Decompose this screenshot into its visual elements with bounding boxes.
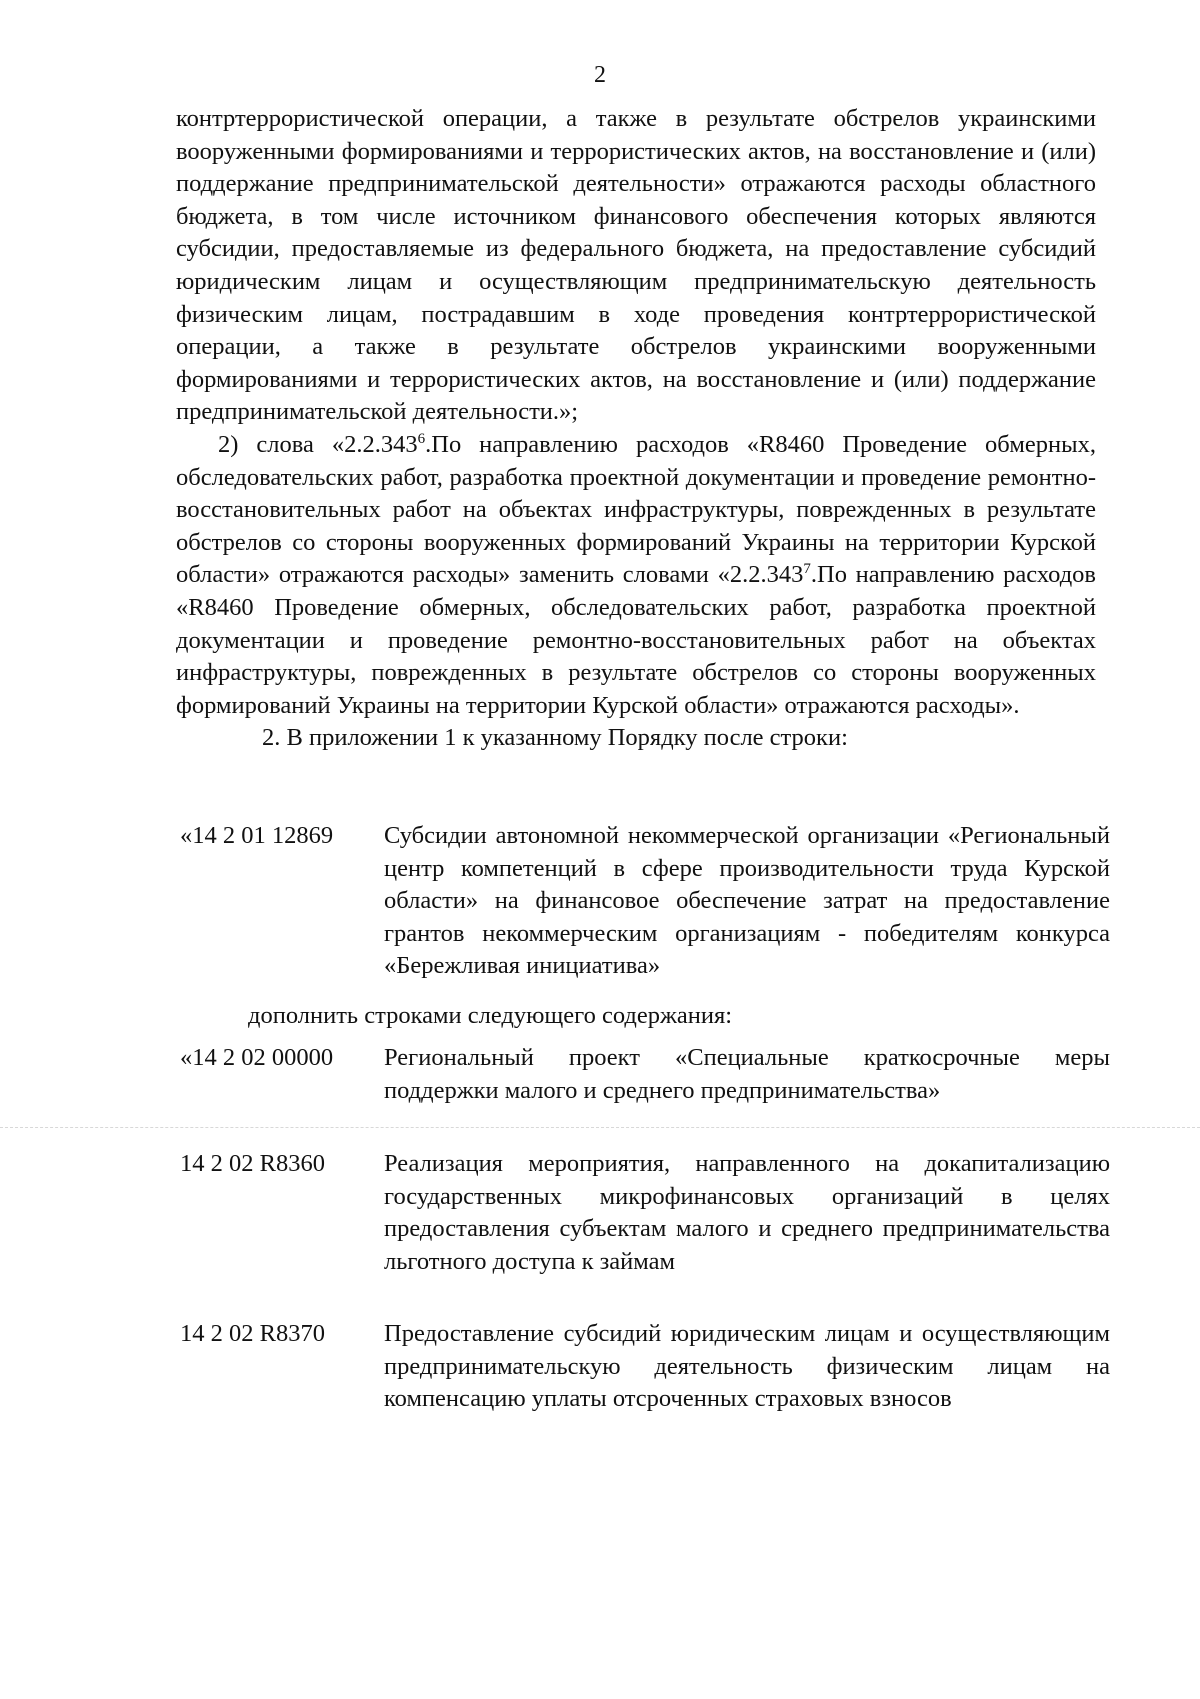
superscript-6: 6 xyxy=(417,430,426,447)
budget-code: 14 2 02 R8360 xyxy=(180,1150,325,1177)
page-number: 2 xyxy=(594,62,606,88)
paragraph-item-2-text-c: .По направлению расходов «R8460 Проведение обмерных, обследовательских работ, разработка проектной документации и проведение ремонтно-восстановительных работ на объектах инфраструктуры, поврежденных в результате обстрелов со стороны вооруженных формирований Украины на территории Курской области» отражаются расходы». xyxy=(176,561,1096,719)
budget-description: Региональный проект «Специальные краткосрочные меры поддержки малого и среднего предпринимательства» xyxy=(384,1044,1110,1104)
budget-description: Субсидии автономной некоммерческой организации «Региональный центр компетенций в сфере производительности труда Курской области» на финансовое обеспечение затрат на предоставление грантов некоммерческим организациям - победителям конкурса «Бережливая инициатива» xyxy=(384,822,1110,980)
table-row xyxy=(180,820,1110,983)
superscript-7: 7 xyxy=(803,561,811,578)
add-rows-instruction: дополнить строками следующего содержания: xyxy=(248,1002,733,1029)
table-row xyxy=(180,1148,1110,1278)
paragraph-item-2 xyxy=(176,429,1096,722)
paragraph-section-2: 2. В приложении 1 к указанному Порядку после строки: xyxy=(262,724,848,752)
budget-code: «14 2 01 12869 xyxy=(180,822,334,849)
budget-code: 14 2 02 R8370 xyxy=(180,1320,325,1347)
paragraph-continuation: контртеррористической операции, а также в результате обстрелов украинскими вооруженными формированиями и террористических актов, на восстановление и (или) поддержание предпринимательской деятельности» отражаются расходы областного бюджета, в том числе источником финансового обеспечения которых являются субсидии, предоставляемые из федерального бюджета, на предоставление субсидий юридическим лицам и осуществляющим предпринимательскую деятельность физическим лицам, пострадавшим в ходе проведения контртеррористической операции, а также в результате обстрелов украинскими вооруженными формированиями и террористических актов, на восстановление и (или) поддержание предпринимательской деятельности.»; xyxy=(176,105,1096,426)
budget-description: Предоставление субсидий юридическим лицам и осуществляющим предпринимательскую деятельность физическим лицам на компенсацию уплаты отсроченных страховых взносов xyxy=(384,1320,1110,1413)
document-body xyxy=(176,103,1096,755)
table-row xyxy=(180,1318,1110,1416)
paragraph-item-2-text-b: .По направлению расходов «R8460 Проведение обмерных, обследовательских работ, разработка проектной документации и проведение ремонтно-восстановительных работ на объектах инфраструктуры, поврежденных в результате обстрелов со стороны вооруженных формирований Украины на территории Курской области» отражаются расходы» заменить словами «2.2.343 xyxy=(176,430,1096,589)
budget-code: «14 2 02 00000 xyxy=(180,1044,334,1071)
scan-artifact-line xyxy=(0,1127,1200,1128)
paragraph-item-2-text-a: 2) слова «2.2.343 xyxy=(218,430,418,458)
budget-description: Реализация мероприятия, направленного на докапитализацию государственных микрофинансовых организаций в целях предоставления субъектам малого и среднего предпринимательства льготного доступа к займам xyxy=(384,1150,1110,1275)
table-row xyxy=(180,1042,1110,1107)
